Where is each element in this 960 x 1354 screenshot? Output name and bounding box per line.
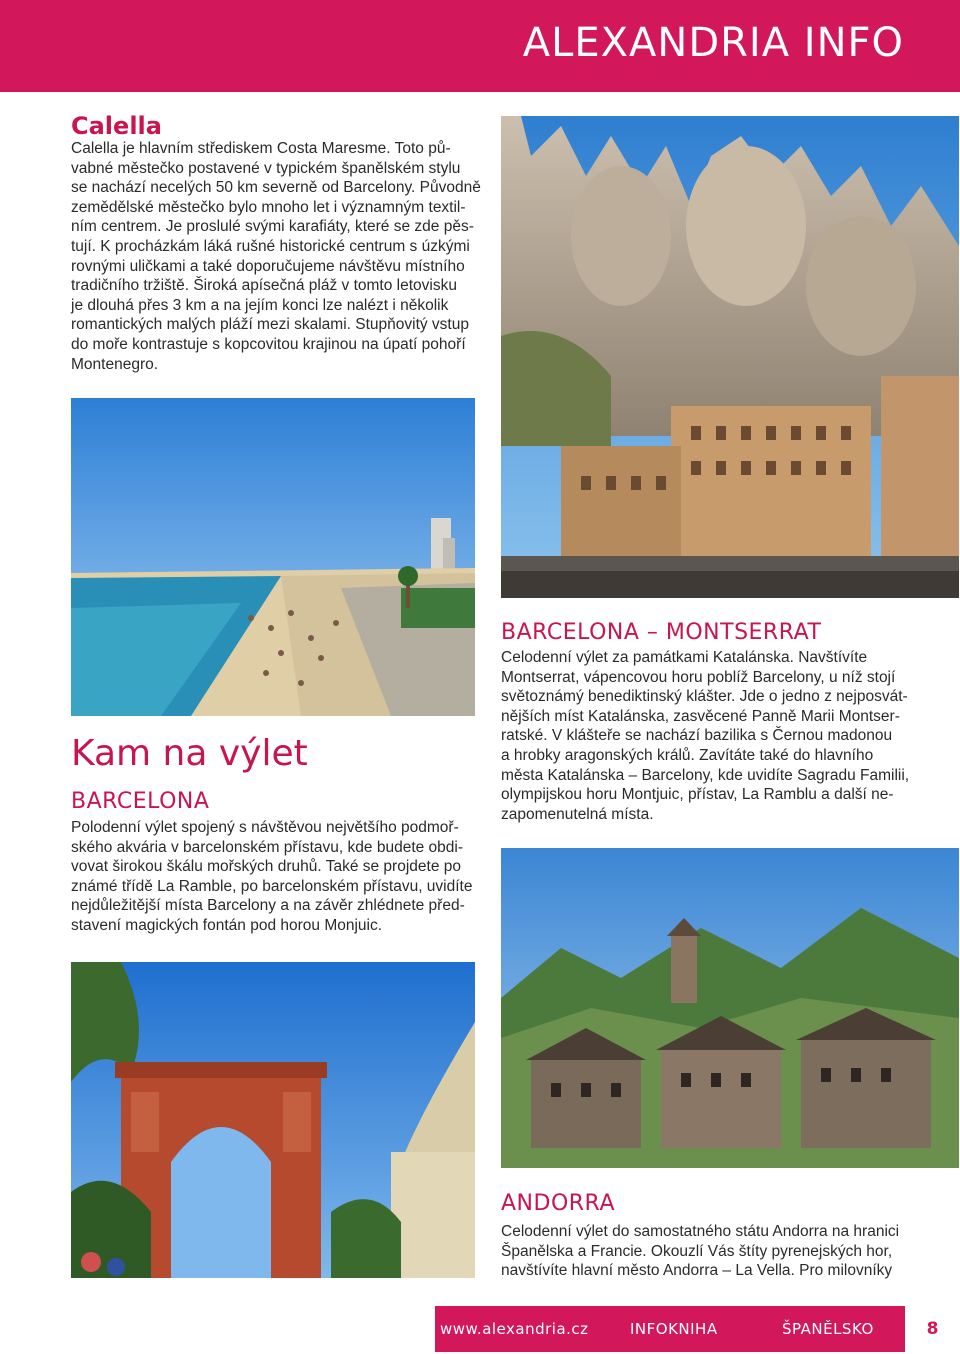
text-line: stavení magických fontán pod horou Monjuic.	[71, 916, 383, 934]
text-line: Montenegro.	[71, 355, 159, 373]
barcelona-beach-photo	[71, 398, 475, 716]
text-line: ratské. V klášteře se nachází bazilika s Černou madonou	[501, 727, 893, 745]
text-line: nějších míst Katalánska, zasvěcené Panně Marii Montser-	[501, 707, 900, 725]
barcelona-heading: BARCELONA	[71, 789, 210, 814]
text-line: nejdůležitější místa Barcelony a na závěr zhlédnete před-	[71, 897, 465, 915]
text-line: zapomenutelná místa.	[501, 805, 654, 823]
text-line: Celodenní výlet do samostatného státu Andorra na hranici	[501, 1223, 900, 1240]
text-line: známé třídě La Ramble, po barcelonském přístavu, uvidíte	[71, 877, 473, 895]
text-line: ním centrem. Je proslulé svými karafiáty, které se zde pěs-	[71, 218, 474, 236]
arc-de-triomf-photo	[71, 962, 475, 1278]
andorra-heading: ANDORRA	[501, 1191, 615, 1216]
montserrat-heading: BARCELONA – MONTSERRAT	[501, 620, 822, 645]
text-line: Calella je hlavním střediskem Costa Maresme. Toto pů-	[71, 140, 451, 157]
text-line: Polodenní výlet spojený s návštěvou největšího podmoř-	[71, 819, 459, 836]
calella-text	[71, 139, 491, 374]
text-line: zemědělské městečko bylo mnoho let i významným textil-	[71, 198, 466, 216]
text-line: vovat širokou škálu mořských druhů. Také se projdete po	[71, 858, 461, 876]
text-line: ského akvária v barcelonském přístavu, kde budete obdi-	[71, 838, 464, 856]
montserrat-photo	[501, 116, 959, 598]
text-line: Celodenní výlet za památkami Katalánska. Navštívíte	[501, 649, 868, 666]
text-line: rovnými uličkami a také doporučujeme návštěvu místního	[71, 257, 465, 275]
text-line: navštívíte hlavní město Andorra – La Vella. Pro milovníky	[501, 1262, 893, 1280]
andorra-photo	[501, 848, 959, 1168]
montserrat-text	[501, 648, 931, 824]
footer-website-link[interactable]: www.alexandria.cz	[440, 1320, 589, 1338]
text-line: vabné městečko postavené v typickém španělském stylu	[71, 159, 461, 177]
text-line: Montserrat, vápencovou horu poblíž Barcelony, u níž stojí	[501, 668, 896, 686]
text-line: a hrobky aragonských králů. Zavítáte také do hlavního	[501, 746, 874, 764]
text-line: světoznámý benediktinský klášter. Jde o jedno z nejposvát-	[501, 688, 908, 706]
footer-section: INFOKNIHA	[630, 1320, 718, 1338]
text-line: tují. K procházkám láká rušné historické centrum s úzkými	[71, 237, 470, 255]
text-line: tradičního tržiště. Široká apísečná pláž v tomto letovisku	[71, 277, 457, 295]
footer-country: ŠPANĚLSKO	[782, 1320, 874, 1338]
text-line: města Katalánska – Barcelony, kde uvidíte Sagradu Familii,	[501, 766, 910, 784]
text-line: romantických malých pláží mezi skalami. Stupňovitý vstup	[71, 316, 469, 334]
header-band	[0, 0, 960, 92]
text-line: Španělska a Francie. Okouzlí Vás štíty pyrenejských hor,	[501, 1242, 893, 1260]
andorra-text	[501, 1222, 931, 1281]
text-line: je dlouhá přes 3 km a na jejím konci lze nalézt i několik	[71, 296, 449, 314]
page-number: 8	[926, 1319, 939, 1339]
text-line: do moře kontrastuje s kopcovitou krajinou na úpatí pohoří	[71, 335, 466, 353]
kam-na-vylet-heading: Kam na výlet	[71, 733, 308, 774]
footer-band	[435, 1306, 905, 1352]
text-line: se nachází necelých 50 km severně od Barcelony. Původně	[71, 179, 481, 197]
text-line: olympijskou horu Montjuic, přístav, La Ramblu a další ne-	[501, 786, 894, 804]
barcelona-text	[71, 818, 491, 936]
calella-heading: Calella	[71, 112, 162, 140]
header-title: ALEXANDRIA INFO	[522, 20, 904, 66]
